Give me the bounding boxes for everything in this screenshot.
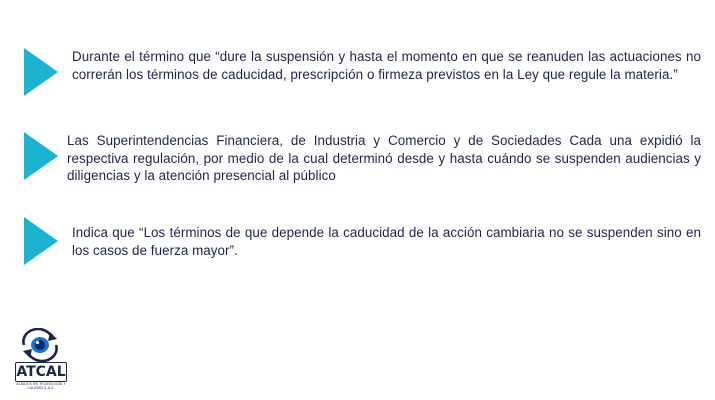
bullet-text: Indica que “Los términos de que depende la caducidad de la acción cambiaria no se suspenden sino en los casos de fuerza mayor”. bbox=[72, 225, 701, 258]
triangle-bullet-icon bbox=[24, 217, 58, 265]
bullet-text: Las Superintendencias Financiera, de Industria y Comercio y de Sociedades Cada una expidió la respectiva regulación, por medio de la cual determinó desde y hasta cuándo se suspenden audiencias y diligencias y la atención presencial al público bbox=[67, 133, 701, 183]
triangle-bullet-icon bbox=[24, 48, 58, 96]
triangle-bullet-icon bbox=[24, 132, 58, 180]
logo-tagline: ALIADOS EN TECNOLOGÍA Y CALIDAD S.A.S. bbox=[16, 382, 66, 390]
company-logo bbox=[12, 328, 68, 394]
bullet-text: Durante el término que “dure la suspensión y hasta el momento en que se reanuden las actuaciones no correrán los términos de caducidad, prescripción o firmeza previstos en la Ley que regule la materia.” bbox=[72, 49, 701, 82]
eye-icon bbox=[12, 328, 68, 362]
logo-wordmark: ATCAL bbox=[16, 364, 66, 380]
